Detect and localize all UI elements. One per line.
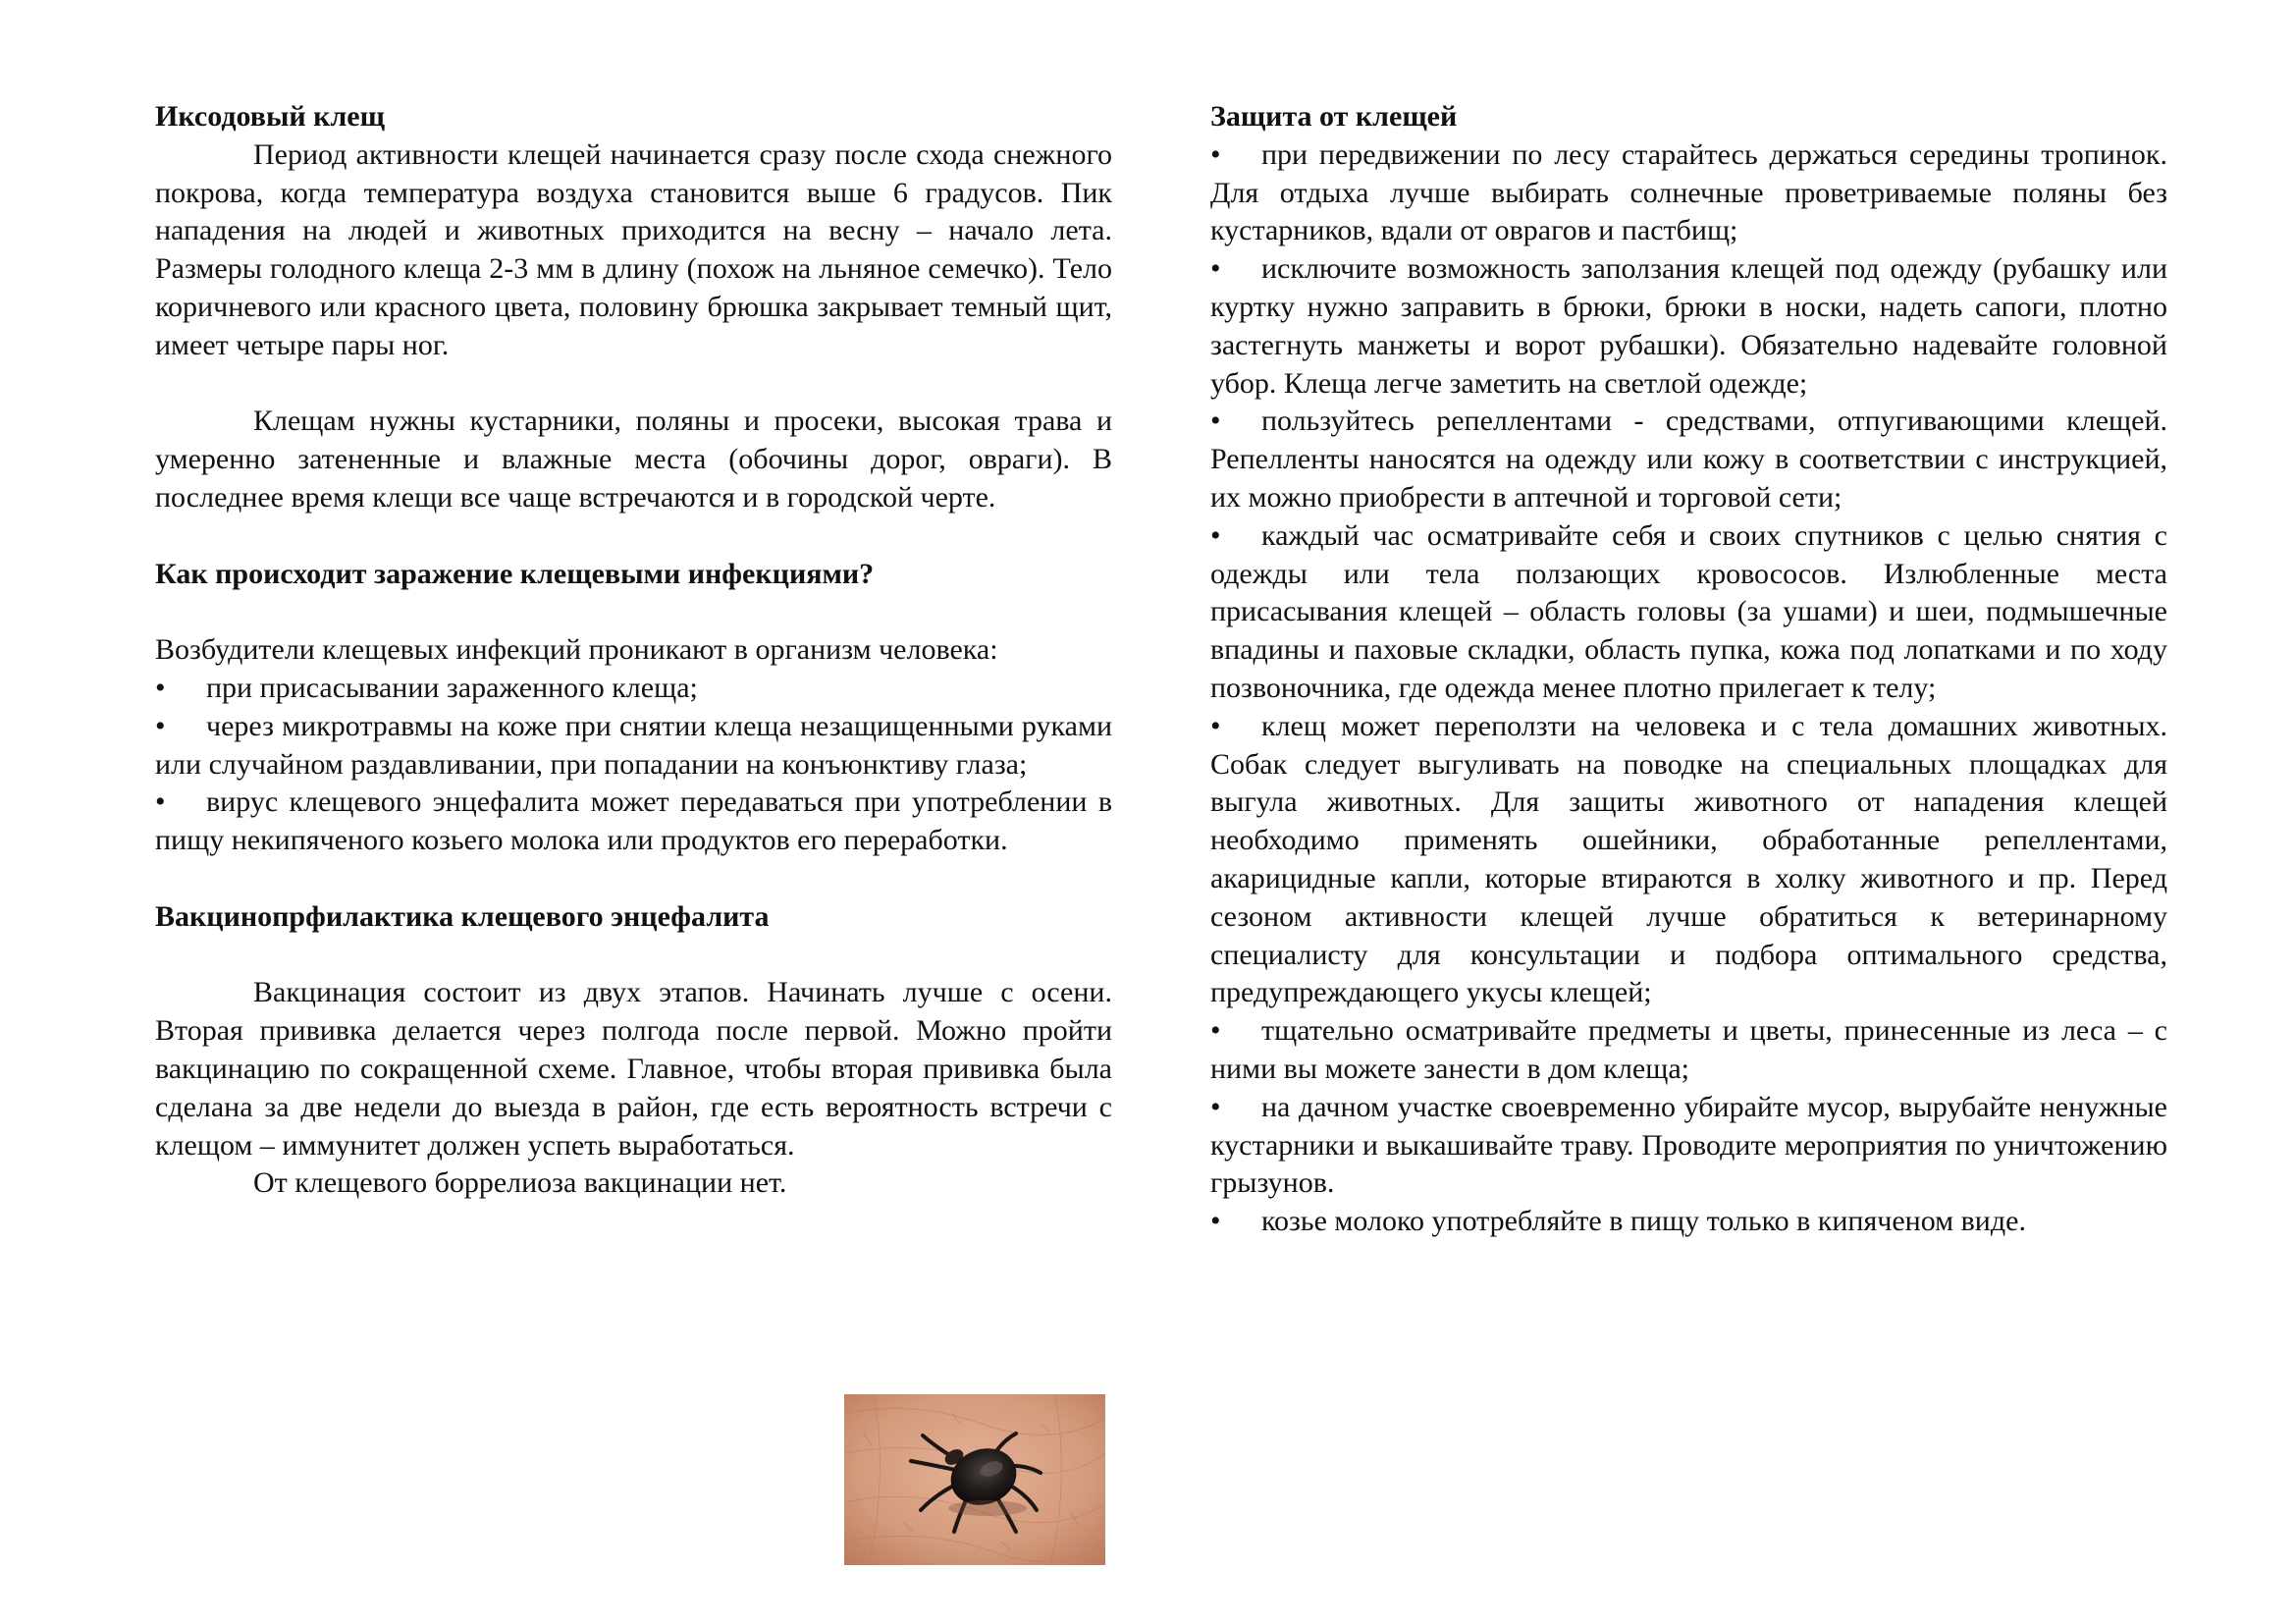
list-item: [1210, 136, 2167, 250]
bullet-icon: •: [155, 671, 166, 704]
infection-heading: Как происходит заражение клещевыми инфекциями?: [155, 557, 875, 590]
right-title: Защита от клещей: [1210, 100, 1458, 133]
spacer: [155, 860, 1112, 898]
bullet-icon: •: [155, 709, 166, 742]
tick-on-skin-photo: [844, 1394, 1105, 1565]
list-item: [1210, 1203, 2167, 1241]
left-paragraph-2: Клещам нужны кустарники, поляны и просеки, высокая трава и умеренно затененные и влажные места (обочины дорог, овраги). В последнее время клещи все чаще встречаются и в городской черте.: [155, 405, 1112, 514]
bullet-icon: •: [1210, 518, 1221, 552]
list-item-text: исключите возможность заползания клещей под одежду (рубашку или куртку нужно заправить в брюки, брюки в носки, надеть сапоги, плотно застегнуть манжеты и ворот рубашки). Обязательно надевайте головной убор. Клеща легче заметить на светлой одежде;: [1210, 252, 2167, 400]
infection-intro: Возбудители клещевых инфекций проникают в организм человека:: [155, 633, 998, 667]
list-item-text: пользуйтесь репеллентами - средствами, отпугивающими клещей. Репелленты наносятся на одежду или кожу в соответствии с инструкцией, их можно приобрести в аптечной и торговой сети;: [1210, 405, 2167, 514]
bullet-icon: •: [1210, 405, 1221, 438]
tick-icon: [844, 1394, 1105, 1565]
list-item: [1210, 517, 2167, 708]
right-column: [1210, 98, 2167, 1241]
protection-list: [1210, 136, 2167, 1241]
list-item: [1210, 250, 2167, 403]
spacer: [155, 937, 1112, 975]
spacer: [155, 593, 1112, 631]
list-item: [155, 670, 1112, 708]
bullet-icon: •: [1210, 1014, 1221, 1048]
bullet-icon: •: [155, 785, 166, 819]
bullet-icon: •: [1210, 137, 1221, 171]
borreliosis-note: От клещевого боррелиоза вакцинации нет.: [253, 1166, 787, 1200]
left-title: Иксодовый клещ: [155, 100, 385, 133]
list-item-text: при передвижении по лесу старайтесь держаться середины тропинок. Для отдыха лучше выбирать солнечные проветриваемые поляны без кустарников, вдали от оврагов и пастбищ;: [1210, 137, 2167, 247]
list-item: [1210, 708, 2167, 1012]
spacer: [155, 365, 1112, 404]
list-item: [1210, 1089, 2167, 1203]
left-column: [155, 98, 1112, 1203]
list-item-text: при присасывании зараженного клеща;: [206, 671, 698, 704]
list-item: [1210, 403, 2167, 516]
vaccination-heading: Вакцинопрфилактика клещевого энцефалита: [155, 899, 770, 933]
bullet-icon: •: [1210, 709, 1221, 742]
list-item: [155, 784, 1112, 860]
list-item: [155, 708, 1112, 785]
list-item-text: вирус клещевого энцефалита может передаваться при употреблении в пищу некипяченого козьего молока или продуктов его переработки.: [155, 785, 1112, 857]
list-item: [1210, 1012, 2167, 1089]
infection-list: [155, 670, 1112, 860]
list-item-text: каждый час осматривайте себя и своих спутников с целью снятия с одежды или тела ползающих кровососов. Излюбленные места присасывания клещей – область головы (за ушами) и шеи, подмышечные впадины и паховые складки, область пупка, кожа под лопатками и по ходу позвоночника, где одежда менее плотно прилегает к телу;: [1210, 518, 2167, 704]
list-item-text: тщательно осматривайте предметы и цветы, принесенные из леса – с ними вы можете занести в дом клеща;: [1210, 1014, 2167, 1085]
spacer: [155, 517, 1112, 556]
bullet-icon: •: [1210, 252, 1221, 286]
list-item-text: на дачном участке своевременно убирайте мусор, вырубайте ненужные кустарники и выкашивайте траву. Проводите мероприятия по уничтожению грызунов.: [1210, 1090, 2167, 1200]
left-paragraph-1: Период активности клещей начинается сразу после схода снежного покрова, когда температура воздуха становится выше 6 градусов. Пик нападения на людей и животных приходится на весну – начало лета. Размеры голодного клеща 2-3 мм в длину (похож на льняное семечко). Тело коричневого или красного цвета, половину брюшка закрывает темный щит, имеет четыре пары ног.: [155, 137, 1112, 361]
list-item-text: через микротравмы на коже при снятии клеща незащищенными руками или случайном раздавливании, при попадании на конъюнктиву глаза;: [155, 709, 1112, 781]
list-item-text: клещ может переползти на человека и с тела домашних животных. Собак следует выгуливать на поводке на специальных площадках для выгула животных. Для защиты животного от нападения клещей необходимо применять ошейники, обработанные репеллентами, акарицидные капли, которые втираются в холку животного и пр. Перед сезоном активности клещей лучше обратиться к ветеринарному специалисту для консультации и подбора оптимального средства, предупреждающего укусы клещей;: [1210, 709, 2167, 1009]
bullet-icon: •: [1210, 1090, 1221, 1123]
list-item-text: козье молоко употребляйте в пищу только в кипяченом виде.: [1261, 1205, 2026, 1238]
vaccination-paragraph: Вакцинация состоит из двух этапов. Начинать лучше с осени. Вторая прививка делается через полгода после первой. Можно пройти вакцинацию по сокращенной схеме. Главное, чтобы вторая прививка была сделана за две недели до выезда в район, где есть вероятность встречи с клещом – иммунитет должен успеть выработаться.: [155, 976, 1112, 1162]
bullet-icon: •: [1210, 1205, 1221, 1238]
